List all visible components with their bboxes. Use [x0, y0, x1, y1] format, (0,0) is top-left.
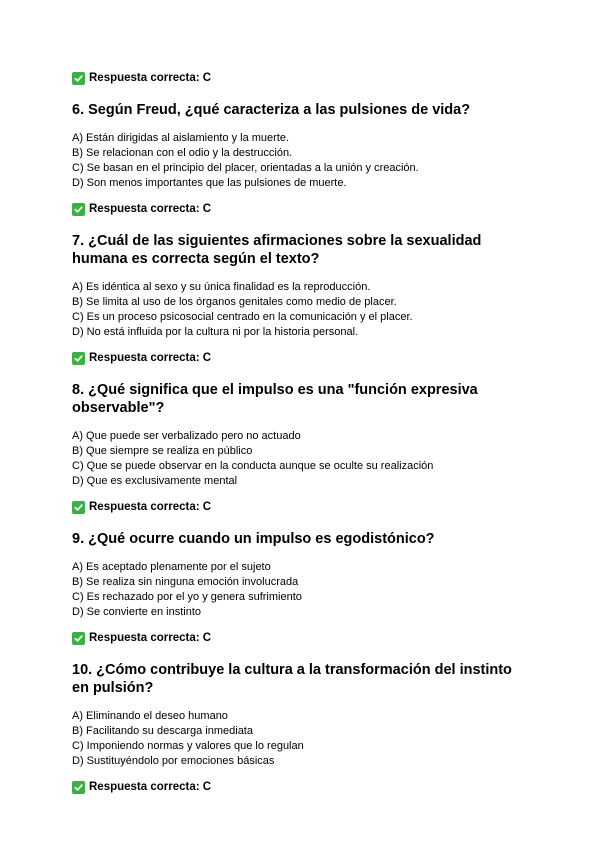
- option-a: A) Es aceptado plenamente por el sujeto: [72, 561, 271, 573]
- check-mark-icon: [72, 352, 85, 365]
- option-b: B) Se limita al uso de los órganos genitales como medio de placer.: [72, 296, 397, 308]
- option-c: C) Es un proceso psicosocial centrado en la comunicación y el placer.: [72, 311, 413, 323]
- question-6-title: 6. Según Freud, ¿qué caracteriza a las pulsiones de vida?: [72, 102, 471, 118]
- option-b: B) Que siempre se realiza en público: [72, 445, 253, 457]
- option-a: A) Es idéntica al sexo y su única finalidad es la reproducción.: [72, 281, 371, 293]
- answer-text: Respuesta correcta: C: [89, 72, 212, 84]
- check-mark-icon: [72, 203, 85, 216]
- question-9-options: [72, 560, 528, 620]
- answer-q5: [72, 70, 528, 86]
- option-b: B) Se realiza sin ninguna emoción involucrada: [72, 576, 299, 588]
- option-d: D) No está influida por la cultura ni por la historia personal.: [72, 326, 359, 338]
- answer-q9: [72, 630, 528, 646]
- question-10-title: 10. ¿Cómo contribuye la cultura a la transformación del instinto en pulsión?: [72, 662, 512, 696]
- option-c: C) Que se puede observar en la conducta aunque se oculte su realización: [72, 460, 434, 472]
- question-8-title: 8. ¿Qué significa que el impulso es una "función expresiva observable"?: [72, 382, 478, 416]
- option-a: A) Que puede ser verbalizado pero no actuado: [72, 430, 301, 442]
- option-c: C) Se basan en el principio del placer, orientadas a la unión y creación.: [72, 162, 419, 174]
- answer-text: Respuesta correcta: C: [89, 501, 212, 513]
- question-6-options: [72, 131, 528, 191]
- answer-text: Respuesta correcta: C: [89, 203, 212, 215]
- answer-q10: [72, 779, 528, 795]
- option-b: B) Se relacionan con el odio y la destrucción.: [72, 147, 293, 159]
- option-a: A) Eliminando el deseo humano: [72, 710, 228, 722]
- check-mark-icon: [72, 632, 85, 645]
- option-d: D) Se convierte en instinto: [72, 606, 202, 618]
- option-d: D) Que es exclusivamente mental: [72, 475, 238, 487]
- question-7-title: 7. ¿Cuál de las siguientes afirmaciones sobre la sexualidad humana es correcta según el texto?: [72, 233, 482, 267]
- answer-q8: [72, 499, 528, 515]
- question-7-options: [72, 280, 528, 340]
- check-mark-icon: [72, 781, 85, 794]
- question-8-options: [72, 429, 528, 489]
- option-d: D) Sustituyéndolo por emociones básicas: [72, 755, 275, 767]
- answer-text: Respuesta correcta: C: [89, 352, 212, 364]
- check-mark-icon: [72, 501, 85, 514]
- check-mark-icon: [72, 72, 85, 85]
- answer-q7: [72, 350, 528, 366]
- option-c: C) Es rechazado por el yo y genera sufrimiento: [72, 591, 302, 603]
- option-d: D) Son menos importantes que las pulsiones de muerte.: [72, 177, 347, 189]
- option-b: B) Facilitando su descarga inmediata: [72, 725, 253, 737]
- answer-text: Respuesta correcta: C: [89, 781, 212, 793]
- answer-text: Respuesta correcta: C: [89, 632, 212, 644]
- answer-q6: [72, 201, 528, 217]
- option-a: A) Están dirigidas al aislamiento y la muerte.: [72, 132, 290, 144]
- question-9-title: 9. ¿Qué ocurre cuando un impulso es egodistónico?: [72, 531, 435, 547]
- question-10-options: [72, 709, 528, 769]
- option-c: C) Imponiendo normas y valores que lo regulan: [72, 740, 304, 752]
